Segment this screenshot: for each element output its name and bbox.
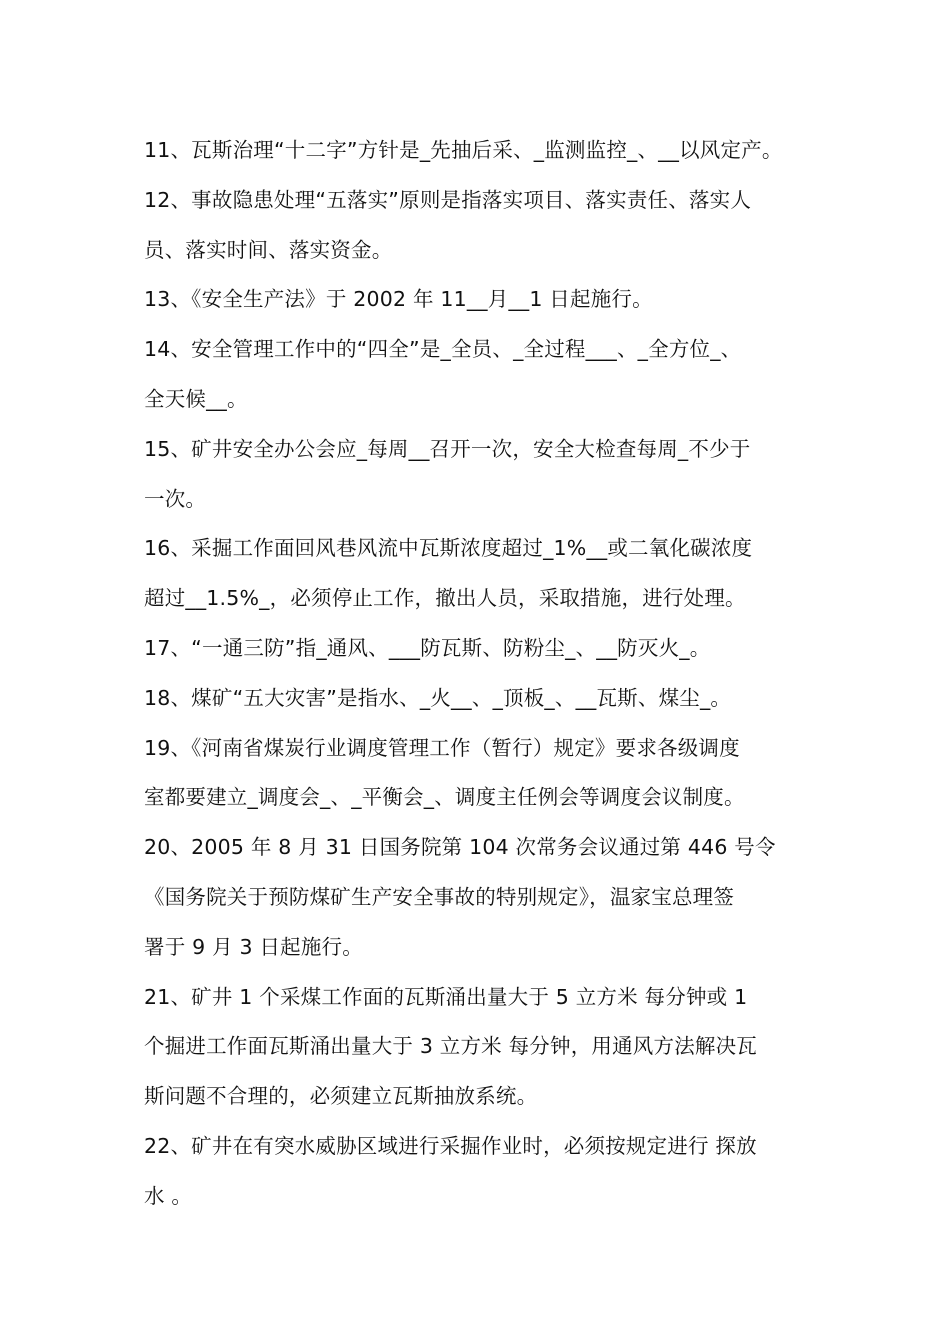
document-body (144, 126, 834, 1222)
text-line: 超过__1.5%_，必须停止工作，撤出人员，采取措施，进行处理。 (144, 586, 746, 611)
text-line: 员、落实时间、落实资金。 (144, 237, 393, 262)
text-line: 署于 9 月 3 日起施行。 (144, 934, 363, 959)
text-line: 室都要建立_调度会_、_平衡会_、调度主任例会等调度会议制度。 (144, 785, 745, 810)
text-line: 水 。 (144, 1183, 193, 1208)
text-line: 19、《河南省煤炭行业调度管理工作（暂行）规定》要求各级调度 (144, 735, 740, 760)
text-line: 《国务院关于预防煤矿生产安全事故的特别规定》，温家宝总理签 (144, 884, 735, 909)
text-line: 17、“一通三防”指_通风、___防瓦斯、防粉尘_、__防灭火_。 (144, 635, 711, 660)
text-line: 全天候__。 (144, 386, 248, 411)
text-line: 斯问题不合理的，必须建立瓦斯抽放系统。 (144, 1084, 538, 1109)
text-line: 11、瓦斯治理“十二字”方针是_先抽后采、_监测监控_、__以风定产。 (144, 138, 783, 162)
text-line: 13、《安全生产法》于 2002 年 11__月__1 日起施行。 (144, 287, 653, 312)
text-line: 15、矿井安全办公会应_每周__召开一次，安全大检查每周_不少于 (144, 436, 751, 461)
text-line: 12、事故隐患处理“五落实”原则是指落实项目、落实责任、落实人 (144, 187, 752, 212)
text-line: 18、煤矿“五大灾害”是指水、_火__、_顶板_、__瓦斯、煤尘_。 (144, 685, 732, 710)
text-line: 20、2005 年 8 月 31 日国务院第 104 次常务会议通过第 446 号令 (144, 835, 776, 860)
text-line: 14、安全管理工作中的“四全”是_全员、_全过程___、_全方位_、 (144, 337, 742, 362)
text-line: 21、矿井 1 个采煤工作面的瓦斯涌出量大于 5 立方米 每分钟或 1 (144, 984, 748, 1009)
text-line: 16、采掘工作面回风巷风流中瓦斯浓度超过_1%__或二氧化碳浓度 (144, 536, 753, 561)
text-line: 一次。 (144, 486, 207, 511)
text-line: 22、矿井在有突水威胁区域进行采掘作业时，必须按规定进行 探放 (144, 1133, 757, 1158)
text-line: 个掘进工作面瓦斯涌出量大于 3 立方米 每分钟，用通风方法解决瓦 (144, 1034, 757, 1059)
